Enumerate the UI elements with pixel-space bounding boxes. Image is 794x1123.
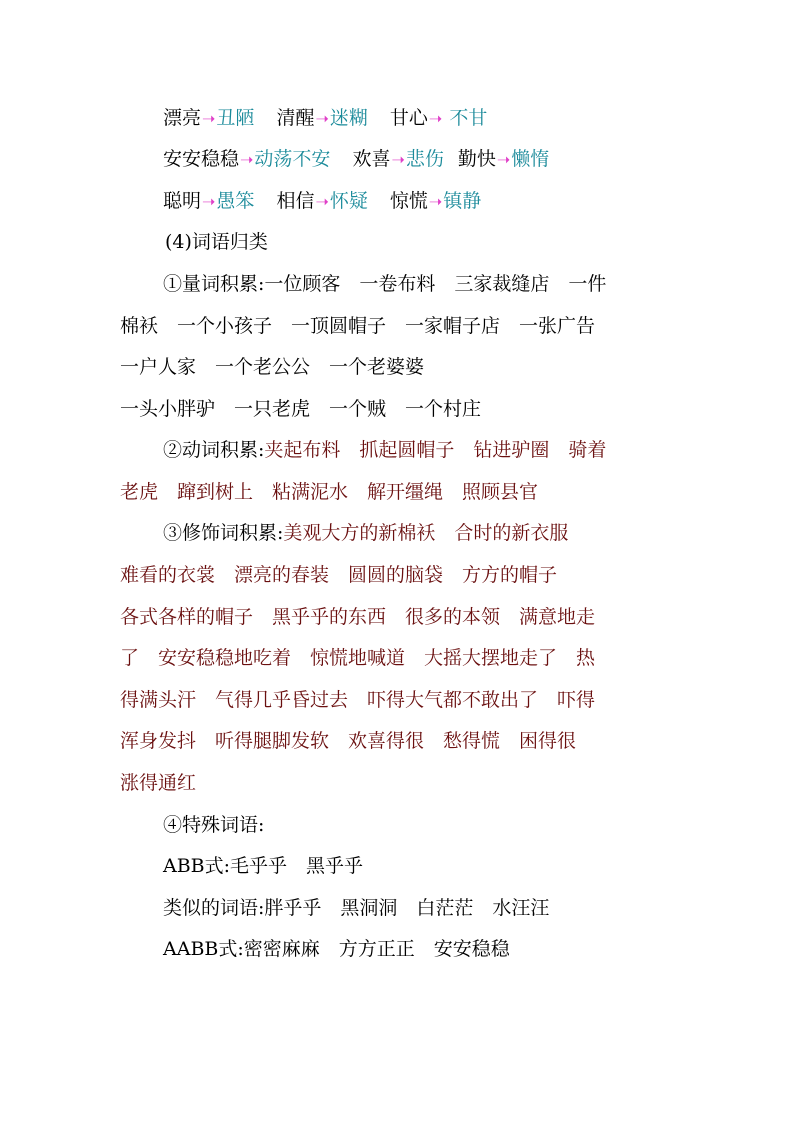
modifier-title: ③修饰词积累: <box>163 522 284 544</box>
quantifier-text: 一位顾客 一卷布料 三家裁缝店 一件 <box>264 273 607 295</box>
arrow-icon: ➝ <box>240 150 254 169</box>
antonym-word: 安安稳稳 <box>163 148 240 170</box>
arrow-icon: ➝ <box>496 150 511 169</box>
antonym-opposite: 镇静 <box>443 190 482 212</box>
modifier-line-5: 得满头汗 气得几乎昏过去 吓得大气都不敢出了 吓得 <box>120 689 596 711</box>
arrow-icon: ➝ <box>202 192 216 211</box>
verb-title: ②动词积累: <box>163 439 265 461</box>
antonym-word: 甘心 <box>389 107 428 129</box>
antonym-row-3 <box>163 189 481 213</box>
antonym-opposite: 不甘 <box>443 107 488 129</box>
arrow-icon: ➝ <box>428 192 443 211</box>
modifier-line-3: 各式各样的帽子 黑乎乎的东西 很多的本领 满意地走 <box>120 606 596 628</box>
antonym-opposite: 懒惰 <box>511 148 550 170</box>
antonym-row-2 <box>163 147 549 171</box>
modifier-line-1 <box>163 521 568 545</box>
verb-text: 夹起布料 抓起圆帽子 钻进驴圈 骑着 <box>264 439 607 461</box>
antonym-opposite: 悲伤 <box>405 148 444 170</box>
antonym-word: 欢喜 <box>352 148 391 170</box>
antonym-word: 清醒 <box>276 107 315 129</box>
antonym-word: 勤快 <box>457 148 496 170</box>
verb-line-1 <box>163 438 606 462</box>
arrow-icon: ➝ <box>391 150 405 169</box>
antonym-word: 相信 <box>276 190 315 212</box>
special-similar: 类似的词语:胖乎乎 黑洞洞 白茫茫 水汪汪 <box>163 897 550 919</box>
modifier-text: 美观大方的新棉袄 合时的新衣服 <box>283 522 569 544</box>
antonym-word: 聪明 <box>163 190 202 212</box>
antonym-opposite: 愚笨 <box>216 190 255 212</box>
antonym-opposite: 丑陋 <box>216 107 255 129</box>
special-title: ④特殊词语: <box>163 814 265 836</box>
antonym-opposite: 怀疑 <box>329 190 368 212</box>
antonym-row-1 <box>163 106 487 130</box>
antonym-word: 惊慌 <box>389 190 428 212</box>
modifier-line-7: 涨得通红 <box>120 772 197 794</box>
quantifier-line-4: 一头小胖驴 一只老虎 一个贼 一个村庄 <box>120 398 482 420</box>
arrow-icon: ➝ <box>315 192 329 211</box>
section-heading: (4)词语归类 <box>165 231 268 253</box>
antonym-word: 漂亮 <box>163 107 202 129</box>
special-abb: ABB式:毛乎乎 黑乎乎 <box>163 855 364 877</box>
arrow-icon: ➝ <box>428 109 443 128</box>
modifier-line-4: 了 安安稳稳地吃着 惊慌地喊道 大摇大摆地走了 热 <box>120 647 596 669</box>
modifier-line-2: 难看的衣裳 漂亮的春装 圆圆的脑袋 方方的帽子 <box>120 564 558 586</box>
modifier-line-6: 浑身发抖 听得腿脚发软 欢喜得很 愁得慌 困得很 <box>120 730 577 752</box>
antonym-opposite: 动荡不安 <box>254 148 331 170</box>
arrow-icon: ➝ <box>202 109 216 128</box>
quantifier-line-2: 棉袄 一个小孩子 一顶圆帽子 一家帽子店 一张广告 <box>120 315 596 337</box>
antonym-opposite: 迷糊 <box>329 107 368 129</box>
arrow-icon: ➝ <box>315 109 329 128</box>
quantifier-line-3: 一户人家 一个老公公 一个老婆婆 <box>120 356 425 378</box>
quantifier-line-1 <box>163 272 606 296</box>
verb-line-2: 老虎 蹿到树上 粘满泥水 解开缰绳 照顾县官 <box>120 481 539 503</box>
quantifier-title: ①量词积累: <box>163 273 265 295</box>
special-aabb: AABB式:密密麻麻 方方正正 安安稳稳 <box>163 938 510 960</box>
